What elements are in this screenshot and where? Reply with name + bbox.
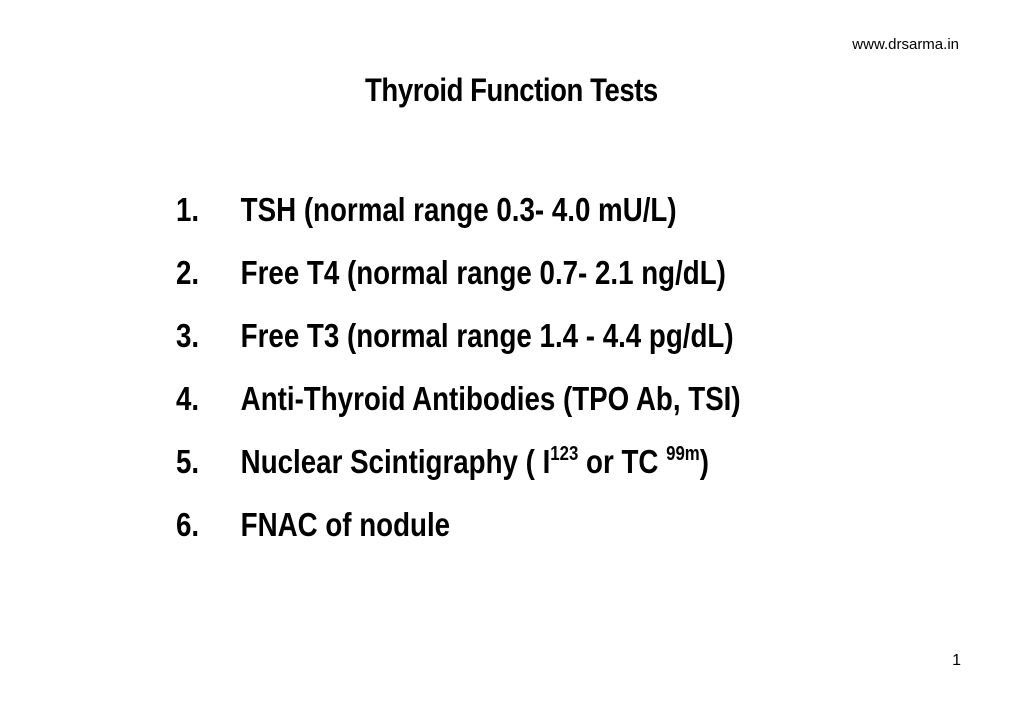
list-item-scintigraphy [176,430,814,493]
page-number: 1 [952,652,961,669]
list-item-free-t3 [176,304,814,367]
list-item-number: 1. [176,191,200,228]
list-item-free-t4 [176,241,814,304]
list-item-number: 6. [176,506,200,543]
slide-title: Thyroid Function Tests [365,72,658,108]
thyroid-test-list [176,178,936,556]
isotope-superscript-i123: 123 [550,443,579,465]
list-item-text: Free T4 (normal range 0.7- 2.1 ng/dL) [240,254,726,291]
list-item-text [241,430,709,493]
scintigraphy-text-start: Nuclear Scintigraphy ( I [240,443,551,480]
isotope-superscript-tc99m: 99m [666,443,700,465]
list-item-text: Free T3 (normal range 1.4 - 4.4 pg/dL) [240,317,734,354]
list-item-number: 4. [176,380,200,417]
scintigraphy-text-middle: or TC [578,443,667,480]
list-item-number: 2. [176,254,200,291]
list-item-text: Anti-Thyroid Antibodies (TPO Ab, TSI) [240,380,741,417]
website-url: www.drsarma.in [852,36,959,53]
list-item-antibodies [176,367,814,430]
list-item-text: TSH (normal range 0.3- 4.0 mU/L) [240,191,677,228]
list-item-tsh [176,178,814,241]
scintigraphy-text-end: ) [699,443,709,480]
list-item-number: 3. [176,317,200,354]
list-item-text: FNAC of nodule [240,506,451,543]
list-item-number: 5. [176,443,200,480]
list-item-fnac [176,493,814,556]
